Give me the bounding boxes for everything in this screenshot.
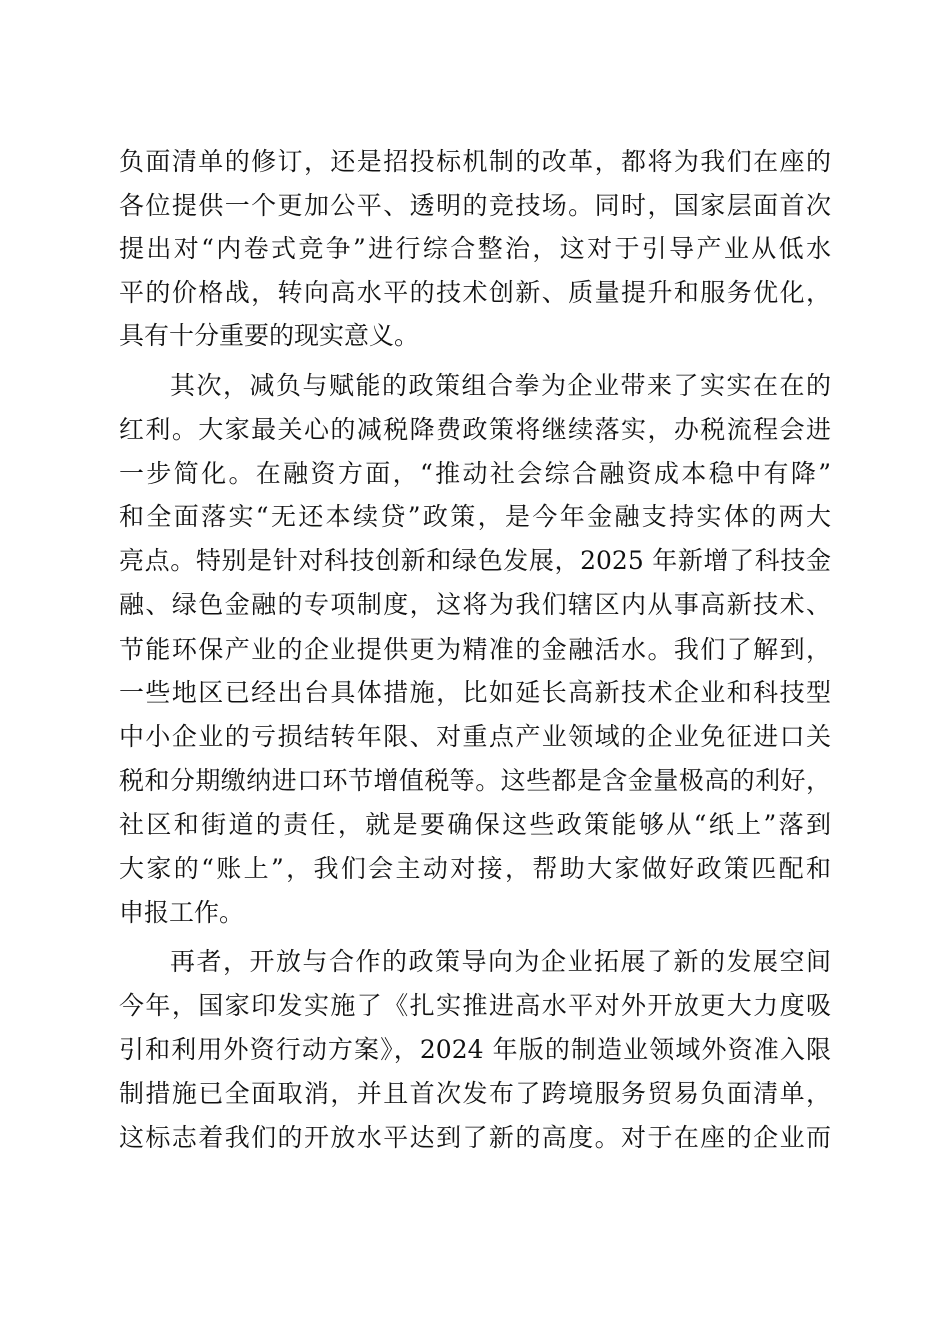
paragraph-2-line-5: 亮点。特别是针对科技创新和绿色发展，2025 年新增了科技金 xyxy=(119,546,831,575)
paragraph-1-line-2: 各位提供一个更加公平、透明的竞技场。同时，国家层面首次 xyxy=(119,191,831,220)
paragraph-2-line-9: 中小企业的亏损结转年限、对重点产业领域的企业免征进口关 xyxy=(119,722,831,751)
paragraph-2-line-8: 一些地区已经出台具体措施，比如延长高新技术企业和科技型 xyxy=(119,678,831,707)
paragraph-3-line-4: 制措施已全面取消，并且首次发布了跨境服务贸易负面清单， xyxy=(119,1079,831,1108)
paragraph-2-line-4: 和全面落实“无还本续贷”政策，是今年金融支持实体的两大 xyxy=(119,502,831,531)
paragraph-2-line-3: 一步简化。在融资方面，“推动社会综合融资成本稳中有降” xyxy=(119,459,831,488)
paragraph-3-line-5: 这标志着我们的开放水平达到了新的高度。对于在座的企业而 xyxy=(119,1123,831,1152)
paragraph-3-line-3: 引和利用外资行动方案》，2024 年版的制造业领域外资准入限 xyxy=(119,1035,831,1064)
paragraph-2-line-11: 社区和街道的责任，就是要确保这些政策能够从“纸上”落到 xyxy=(119,810,831,839)
paragraph-3-line-1: 再者，开放与合作的政策导向为企业拓展了新的发展空间 xyxy=(170,947,831,976)
paragraph-2-line-1: 其次，减负与赋能的政策组合拳为企业带来了实实在在的 xyxy=(170,371,831,400)
paragraph-2-line-7: 节能环保产业的企业提供更为精准的金融活水。我们了解到， xyxy=(119,635,831,664)
paragraph-2-line-12: 大家的“账上”，我们会主动对接，帮助大家做好政策匹配和 xyxy=(119,854,831,883)
paragraph-2-line-10: 税和分期缴纳进口环节增值税等。这些都是含金量极高的利好， xyxy=(119,766,831,795)
paragraph-2-line-6: 融、绿色金融的专项制度，这将为我们辖区内从事高新技术、 xyxy=(119,590,831,619)
paragraph-1-line-1: 负面清单的修订，还是招投标机制的改革，都将为我们在座的 xyxy=(119,147,831,176)
paragraph-1-line-4: 平的价格战，转向高水平的技术创新、质量提升和服务优化， xyxy=(119,278,831,307)
paragraph-1-line-3: 提出对“内卷式竞争”进行综合整治，这对于引导产业从低水 xyxy=(119,234,831,263)
paragraph-3-line-2: 今年，国家印发实施了《扎实推进高水平对外开放更大力度吸 xyxy=(119,991,831,1020)
paragraph-2-line-2: 红利。大家最关心的减税降费政策将继续落实，办税流程会进 xyxy=(119,415,831,444)
paragraph-1-line-5: 具有十分重要的现实意义。 xyxy=(119,321,420,350)
paragraph-2-line-13: 申报工作。 xyxy=(119,898,245,927)
